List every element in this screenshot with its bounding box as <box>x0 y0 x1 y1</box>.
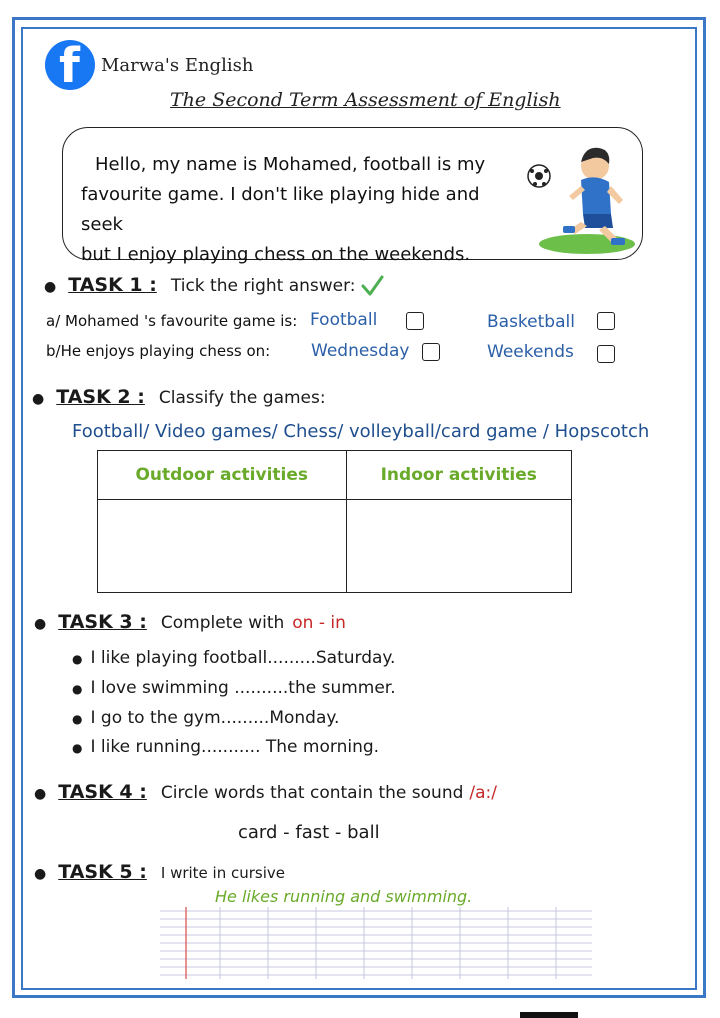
intro-text <box>81 150 521 270</box>
task1-label: TASK 1 : <box>68 274 157 296</box>
sentence-item <box>72 708 339 728</box>
task2-label: TASK 2 : <box>56 386 145 408</box>
bullet-icon: ● <box>34 616 47 632</box>
task1-question-b: b/He enjoys playing chess on: <box>46 342 271 360</box>
football-player-illustration <box>525 138 637 256</box>
checkbox-football[interactable] <box>406 312 424 330</box>
facebook-icon: f <box>45 40 95 90</box>
bullet-icon: ● <box>34 866 47 882</box>
brand <box>45 38 254 94</box>
checkbox-wednesday[interactable] <box>422 343 440 361</box>
bullet-icon: ● <box>32 391 45 407</box>
sentence-item <box>72 737 379 757</box>
task4-label: TASK 4 : <box>58 781 147 803</box>
task4-sound: /a:/ <box>469 783 498 803</box>
page-title: The Second Term Assessment of English <box>170 89 561 111</box>
option-football: Football <box>310 310 378 330</box>
checkmark-icon <box>360 274 384 298</box>
indoor-answer-cell[interactable] <box>346 500 572 593</box>
sentence-text: I like playing football.........Saturday. <box>90 648 396 668</box>
cursive-model-sentence: He likes running and swimming. <box>215 887 473 906</box>
sentence-item <box>72 678 396 698</box>
task5-instruction: I write in cursive <box>160 864 285 882</box>
soccer-ball-icon <box>528 165 550 187</box>
task3-heading <box>34 611 346 633</box>
task4-heading <box>34 781 497 803</box>
column-indoor: Indoor activities <box>346 451 572 500</box>
sentence-text: I love swimming ..........the summer. <box>90 678 396 698</box>
task4-instruction: Circle words that contain the sound <box>160 783 464 803</box>
bullet-icon: ● <box>72 682 83 696</box>
task5-label: TASK 5 : <box>58 861 147 883</box>
bullet-icon: ● <box>44 279 57 295</box>
sentence-text: I like running........... The morning. <box>90 737 380 757</box>
task2-instruction: Classify the games: <box>158 388 326 408</box>
bullet-icon: ● <box>72 652 83 666</box>
brand-name: Marwa's English <box>101 54 254 76</box>
task3-instruction: Complete with <box>160 613 285 633</box>
bullet-icon: ● <box>34 786 47 802</box>
intro-line: favourite game. I don't like playing hide and seek <box>81 184 480 235</box>
decorative-bar <box>520 1012 578 1018</box>
task3-highlight: on - in <box>292 613 346 633</box>
intro-box <box>62 127 643 265</box>
checkbox-basketball[interactable] <box>597 312 615 330</box>
task5-heading <box>34 861 285 883</box>
intro-line: Hello, my name is Mohamed, football is my <box>95 154 486 175</box>
classification-table <box>97 450 572 593</box>
outdoor-answer-cell[interactable] <box>98 500 347 593</box>
task2-heading <box>32 386 326 408</box>
intro-line: but I enjoy playing chess on the weekends. <box>81 244 471 265</box>
task1-question-a: a/ Mohamed 's favourite game is: <box>46 312 298 330</box>
task1-instruction: Tick the right answer: <box>170 276 356 296</box>
task2-word-list: Football/ Video games/ Chess/ volleyball/card game / Hopscotch <box>72 421 650 442</box>
bullet-icon: ● <box>72 741 83 755</box>
task3-label: TASK 3 : <box>58 611 147 633</box>
task4-words: card - fast - ball <box>238 822 380 843</box>
option-weekends: Weekends <box>487 342 574 362</box>
sentence-text: I go to the gym.........Monday. <box>90 708 340 728</box>
checkbox-weekends[interactable] <box>597 345 615 363</box>
handwriting-lines[interactable] <box>160 907 592 979</box>
option-wednesday: Wednesday <box>311 341 410 361</box>
bullet-icon: ● <box>72 712 83 726</box>
sentence-item <box>72 648 395 668</box>
option-basketball: Basketball <box>487 312 575 332</box>
task1-heading <box>44 274 384 298</box>
column-outdoor: Outdoor activities <box>98 451 347 500</box>
